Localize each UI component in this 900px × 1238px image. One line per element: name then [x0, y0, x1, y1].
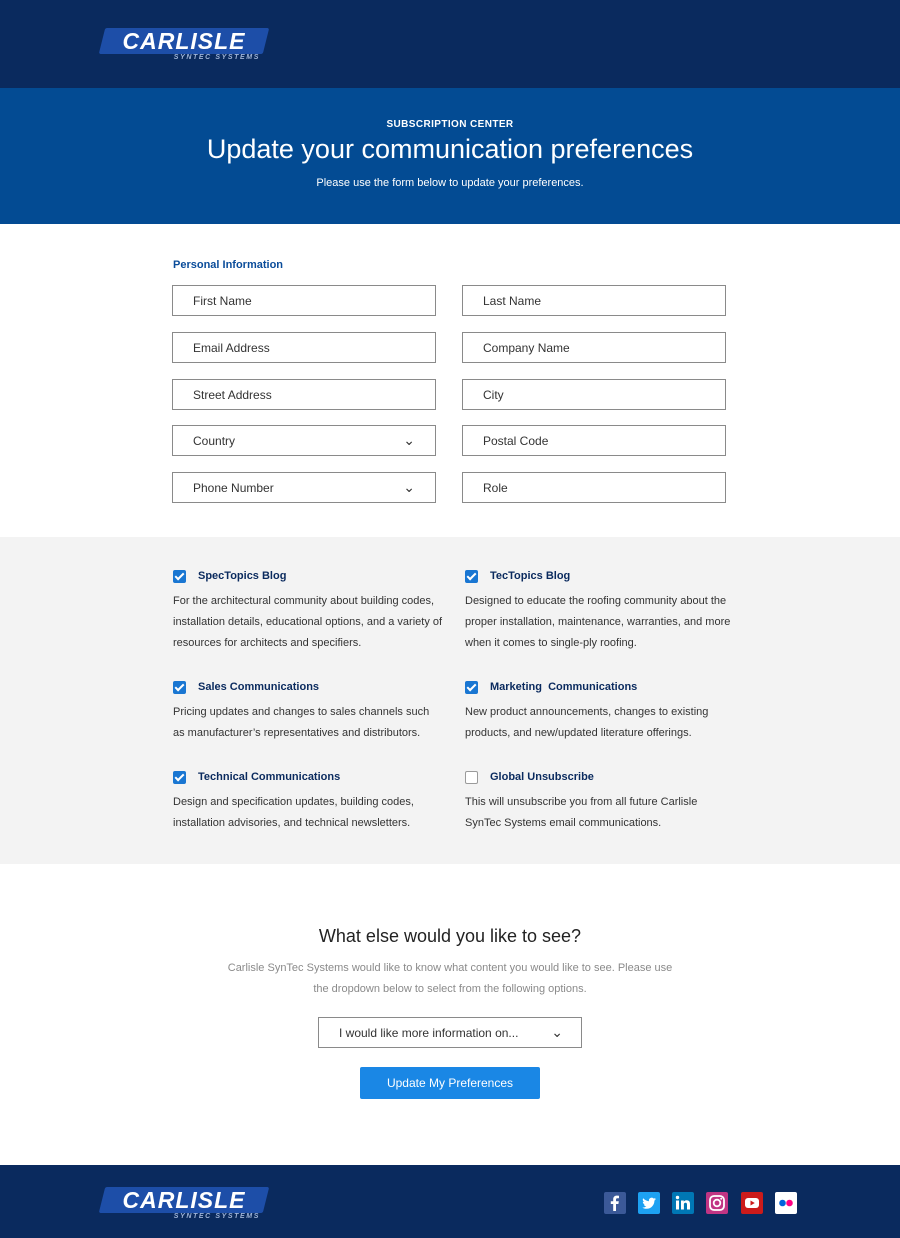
page-title: Update your communication preferences — [206, 134, 694, 164]
facebook-icon[interactable] — [604, 1192, 626, 1214]
marketing-title: Marketing Communications — [490, 681, 638, 693]
sales-title: Sales Communications — [198, 681, 320, 693]
country-select[interactable] — [172, 425, 436, 456]
unsubscribe-title: Global Unsubscribe — [490, 771, 594, 783]
spectopics-title: SpecTopics Blog — [198, 570, 287, 582]
footer-carlisle-logo[interactable] — [102, 1187, 266, 1227]
country-placeholder: Country — [193, 434, 236, 448]
linkedin-icon[interactable] — [672, 1192, 694, 1214]
more-content-text: Carlisle SynTec Systems would like to know what content you would like to see. Please use the dropdown below to select from the following options. — [227, 962, 673, 995]
hero-banner — [0, 88, 900, 224]
sales-description: Pricing updates and changes to sales channels such as manufacturer’s representatives and distributors. — [173, 706, 430, 739]
last-name-placeholder: Last Name — [483, 294, 542, 308]
chevron-down-icon: ⌄ — [403, 479, 415, 495]
city-field[interactable] — [462, 379, 726, 410]
city-placeholder: City — [483, 388, 504, 402]
chevron-down-icon: ⌄ — [551, 1024, 563, 1040]
marketing-checkbox[interactable] — [465, 681, 478, 694]
postal-code-field[interactable] — [462, 425, 726, 456]
youtube-icon[interactable] — [741, 1192, 763, 1214]
street-address-placeholder: Street Address — [193, 388, 272, 402]
role-field[interactable] — [462, 472, 726, 503]
site-footer — [0, 1165, 900, 1238]
more-info-placeholder: I would like more information on... — [339, 1026, 519, 1040]
instagram-icon[interactable] — [706, 1192, 728, 1214]
technical-checkbox[interactable] — [173, 771, 186, 784]
email-field[interactable] — [172, 332, 436, 363]
company-field[interactable] — [462, 332, 726, 363]
logo-subtext: SYNTEC SYSTEMS — [173, 54, 260, 61]
hero-lead: Please use the form below to update your preferences. — [316, 177, 584, 189]
tectopics-checkbox[interactable] — [465, 570, 478, 583]
company-placeholder: Company Name — [483, 341, 570, 355]
first-name-placeholder: First Name — [193, 294, 252, 308]
flickr-icon[interactable] — [775, 1192, 797, 1214]
more-info-select[interactable] — [318, 1017, 582, 1048]
role-placeholder: Role — [483, 481, 508, 495]
postal-code-placeholder: Postal Code — [483, 434, 549, 448]
street-address-field[interactable] — [172, 379, 436, 410]
unsubscribe-description: This will unsubscribe you from all future Carlisle SynTec Systems email communications. — [465, 796, 698, 829]
hero-eyebrow: SUBSCRIPTION CENTER — [386, 119, 514, 130]
site-header — [0, 0, 900, 88]
logo-wordmark: CARLISLE — [122, 28, 246, 54]
carlisle-logo[interactable] — [102, 28, 266, 68]
logo-subtext: SYNTEC SYSTEMS — [173, 1213, 260, 1220]
logo-wordmark: CARLISLE — [122, 1187, 246, 1213]
spectopics-description: For the architectural community about building codes, installation details, educational options, and a variety of resources for architects and specifiers. — [173, 595, 443, 649]
technical-description: Design and specification updates, building codes, installation advisories, and technical newsletters. — [173, 796, 414, 829]
tectopics-title: TecTopics Blog — [490, 570, 571, 582]
technical-title: Technical Communications — [198, 771, 341, 783]
unsubscribe-checkbox[interactable] — [465, 771, 478, 784]
email-placeholder: Email Address — [193, 341, 270, 355]
twitter-icon[interactable] — [638, 1192, 660, 1214]
chevron-down-icon: ⌄ — [403, 432, 415, 448]
tectopics-description: Designed to educate the roofing community about the proper installation, maintenance, warranties, and more when it comes to single-ply roofing. — [465, 595, 731, 649]
sales-checkbox[interactable] — [173, 681, 186, 694]
marketing-description: New product announcements, changes to existing products, and new/updated literature offerings. — [465, 706, 709, 739]
last-name-field[interactable] — [462, 285, 726, 316]
more-content-heading: What else would you like to see? — [318, 926, 582, 946]
phone-number-select[interactable] — [172, 472, 436, 503]
spectopics-checkbox[interactable] — [173, 570, 186, 583]
first-name-field[interactable] — [172, 285, 436, 316]
subscription-section — [0, 537, 900, 864]
update-preferences-button[interactable]: Update My Preferences — [360, 1067, 540, 1099]
personal-info-heading: Personal Information — [173, 259, 284, 271]
phone-number-placeholder: Phone Number — [193, 481, 274, 495]
